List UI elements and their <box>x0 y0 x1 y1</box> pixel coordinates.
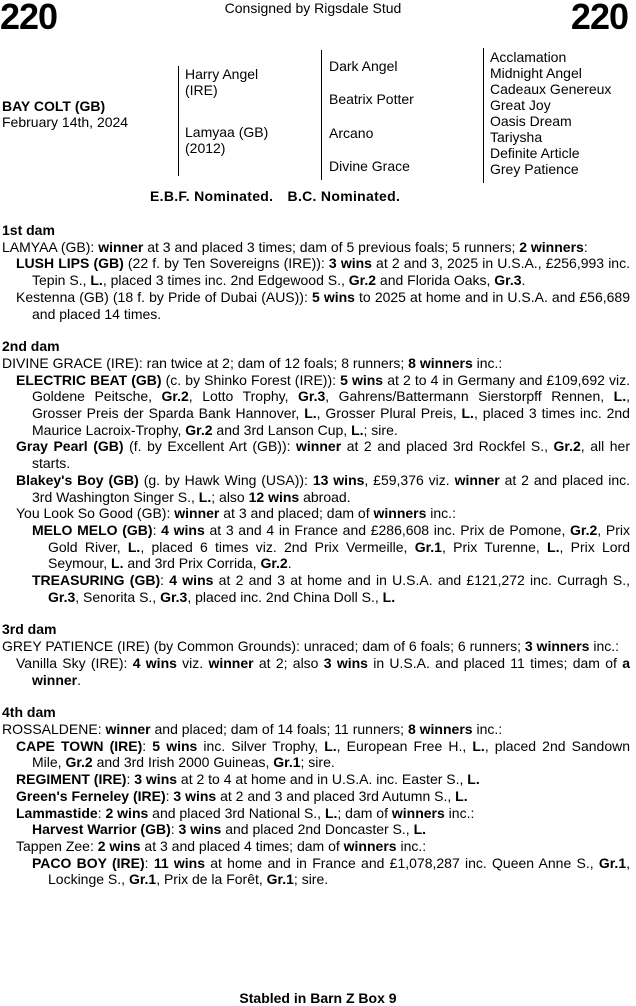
bold-text: Blakey's Boy (GB) <box>16 471 139 488</box>
bold-text: 4 wins <box>161 521 205 538</box>
text: abroad. <box>299 488 351 505</box>
consignor: Consigned by Rigsdale Stud <box>224 0 402 16</box>
bold-text: Gr.2 <box>185 421 213 438</box>
bold-text: 5 wins <box>311 288 355 305</box>
text: ; sire. <box>363 421 398 438</box>
text: and Florida Oaks, <box>376 272 495 289</box>
produce-record <box>2 438 630 471</box>
text: at 2 and placed 3rd Rockfel S., <box>341 438 554 455</box>
bold-text: L. <box>90 272 103 289</box>
bold-text: ELECTRIC BEAT (GB) <box>16 371 162 388</box>
text: at home and in France and £1,078,287 inc. Queen Anne S., <box>205 854 599 871</box>
text: at 3 and placed; dam of <box>219 505 374 522</box>
pedigree-gen3-2: Cadeaux Genereux <box>490 81 612 97</box>
text: and placed 2nd Doncaster S., <box>221 821 414 838</box>
bold-text: 3 winners <box>524 638 590 655</box>
pedigree-sire <box>185 66 258 98</box>
text: ; dam of <box>337 804 392 821</box>
bold-text: winner <box>98 238 144 255</box>
pedigree-gen2-0: Dark Angel <box>329 58 398 74</box>
bold-text: 4 wins <box>169 572 214 589</box>
text: and 3rd Irish 2000 Guineas, <box>92 754 274 771</box>
text: ; sire. <box>300 754 335 771</box>
bold-text: REGIMENT (IRE) <box>16 771 127 788</box>
lot-number-right: 220 <box>570 0 628 37</box>
text: Vanilla Sky (IRE): <box>16 654 133 671</box>
text: , Grosser Plural Preis, <box>316 405 462 422</box>
text: You Look So Good (GB): <box>16 505 175 522</box>
produce-record <box>2 239 630 256</box>
dam-section-header: 1st dam <box>2 222 55 238</box>
text: at 3 and placed 3 times; dam of 5 previous foals; 5 runners; <box>143 238 520 255</box>
pedigree-gen3 <box>490 49 611 177</box>
text: , Lotto Trophy, <box>188 388 299 405</box>
produce-record <box>2 788 630 805</box>
bold-text: L. <box>324 737 337 754</box>
bold-text: Gr.2 <box>161 388 189 405</box>
produce-record <box>2 505 630 522</box>
bold-text: Gr.2 <box>260 555 288 572</box>
produce-record <box>2 472 630 505</box>
text: viz. <box>176 654 209 671</box>
text: at 2 and 3 and placed 3rd Autumn S., <box>216 787 456 804</box>
bold-text: 2 wins <box>105 804 149 821</box>
bold-text: winner <box>208 654 254 671</box>
text: at 2; also <box>253 654 324 671</box>
bold-text: Gr.1 <box>266 871 294 888</box>
text: ; sire. <box>293 871 329 888</box>
bold-text: 3 wins <box>134 771 178 788</box>
bold-text: Gr.3 <box>48 588 76 605</box>
text: , Gahrens/Battermann Sierstorpff Rennen, <box>325 388 614 405</box>
produce-record <box>2 572 630 605</box>
text: . <box>521 272 526 289</box>
bold-text: PACO BOY (IRE) <box>32 854 145 871</box>
text: GREY PATIENCE (IRE) (by Common Grounds): unraced; dam of 6 foals; 6 runners; <box>2 638 525 655</box>
bold-text: winners <box>343 837 397 854</box>
produce-record <box>2 821 630 838</box>
bold-text: 11 wins <box>153 854 205 871</box>
text: : <box>144 854 154 871</box>
text: (22 f. by Ten Sovereigns (IRE)): <box>123 255 329 272</box>
dam-section <box>2 621 630 688</box>
text: : <box>97 804 106 821</box>
text: at 2 to 4 in Germany and £109,692 viz. Goldene Peitsche, <box>32 371 631 405</box>
produce-record <box>2 738 630 771</box>
text: : <box>142 737 153 754</box>
text: , Prix Gold River, <box>48 521 630 555</box>
text: : <box>160 572 170 589</box>
text: ; also <box>211 488 249 505</box>
bold-text: L. <box>455 787 468 804</box>
text: LAMYAA (GB): <box>2 238 99 255</box>
text: to 2025 at home and in U.S.A. and £56,689 and placed 14 times. <box>32 288 630 322</box>
pedigree-gen3-3: Great Joy <box>490 97 551 113</box>
text: and placed 3rd National S., <box>148 804 325 821</box>
dam-section <box>2 704 630 888</box>
text: , Senorita S., <box>75 588 161 605</box>
bold-text: L. <box>461 405 474 422</box>
text: , placed 2nd Sandown Mile, <box>32 737 631 771</box>
bold-text: Gr.1 <box>273 754 301 771</box>
text: inc.: <box>472 354 503 371</box>
bold-text: L. <box>413 821 427 838</box>
text: , Prix Lord Seymour, <box>48 538 631 572</box>
text: Kestenna (GB) (18 f. by Pride of Dubai (AUS)): <box>16 288 312 305</box>
bold-text: L. <box>467 771 480 788</box>
produce-record <box>2 721 630 738</box>
pedigree-gen2-3: Divine Grace <box>329 158 410 174</box>
text: at 2 and 3, 2025 in U.S.A., £256,993 inc. Tepin S., <box>32 255 630 289</box>
bc-nomination: B.C. Nominated. <box>287 188 401 204</box>
produce-record <box>2 655 630 688</box>
produce-record <box>2 638 630 655</box>
bold-text: Green's Ferneley (IRE) <box>16 787 166 804</box>
bold-text: 3 wins <box>323 654 368 671</box>
text: . <box>287 555 292 572</box>
text: (f. by Excellent Art (GB)): <box>123 438 297 455</box>
bold-text: Gr.3 <box>494 272 522 289</box>
text: and placed; dam of 14 foals; 11 runners; <box>150 720 408 737</box>
bold-text: 3 wins <box>178 821 222 838</box>
pedigree-line-3 <box>483 48 484 183</box>
bold-text: Gr.1 <box>414 538 442 555</box>
produce-record <box>2 838 630 855</box>
bold-text: TREASURING (GB) <box>32 572 161 589</box>
text: at 3 and placed 4 times; dam of <box>140 837 344 854</box>
produce-record <box>2 522 630 572</box>
text: , Prix de la Forêt, <box>156 871 267 888</box>
bold-text: winner <box>174 505 220 522</box>
produce-record <box>2 355 630 372</box>
text: , placed 3 times inc. 2nd Edgewood S., <box>102 272 349 289</box>
sire-name: Harry Angel <box>185 66 259 82</box>
text: : <box>165 787 174 804</box>
pedigree-gen3-5: Tariysha <box>490 129 543 145</box>
bold-text: L. <box>198 488 212 505</box>
dam-section-header: 3rd dam <box>2 621 57 638</box>
bold-text: winner <box>105 720 151 737</box>
text: , Grosser Preis der Sparda Bank Hannover, <box>32 388 630 422</box>
text: . <box>77 671 82 688</box>
text: , placed 3 times inc. 2nd Maurice Lacroix-Trophy, <box>32 405 630 438</box>
bold-text: L. <box>472 737 485 754</box>
bold-text: Gr.2 <box>65 754 93 771</box>
horse-foaled: February 14th, 2024 <box>2 114 129 130</box>
bold-text: L. <box>382 588 396 605</box>
produce-record <box>2 805 630 822</box>
pedigree-dam <box>185 124 268 156</box>
text: : <box>583 238 588 255</box>
pedigree-line-1 <box>178 66 179 176</box>
text: , Lockinge S., <box>48 854 630 888</box>
text: , European Free H., <box>336 737 473 754</box>
produce-record <box>2 372 630 439</box>
bold-text: winners <box>373 505 427 522</box>
bold-text: a winner <box>32 654 630 688</box>
text: , £59,376 viz. <box>364 471 455 488</box>
dam-section <box>2 338 630 605</box>
bold-text: L. <box>324 804 338 821</box>
dam-section-header: 2nd dam <box>2 338 60 355</box>
bold-text: winners <box>391 804 445 821</box>
bold-text: 12 wins <box>248 488 300 505</box>
text: inc.: <box>444 804 475 821</box>
bold-text: Gr.2 <box>553 438 581 455</box>
horse-details <box>2 98 128 130</box>
pedigree-gen3-1: Midnight Angel <box>490 65 582 81</box>
produce-record <box>2 771 630 788</box>
bold-text: 2 winners <box>519 238 584 255</box>
bold-text: L. <box>304 405 317 422</box>
text: inc. Silver Trophy, <box>197 737 325 754</box>
bold-text: 5 wins <box>340 371 384 388</box>
bold-text: Gray Pearl (GB) <box>16 438 124 455</box>
dam-section <box>2 222 630 322</box>
text: inc.: <box>589 638 620 655</box>
bold-text: LUSH LIPS (GB) <box>16 255 124 272</box>
bold-text: L. <box>351 421 364 438</box>
ebf-nomination: E.B.F. Nominated. <box>150 188 274 204</box>
text: , placed inc. 2nd China Doll S., <box>187 588 383 605</box>
horse-sex: BAY COLT (GB) <box>2 98 106 114</box>
text: and 3rd Lanson Cup, <box>212 421 352 438</box>
produce-record <box>2 255 630 288</box>
text: Tappen Zee: <box>16 837 98 854</box>
bold-text: L. <box>111 555 124 572</box>
text: , Prix Turenne, <box>441 538 548 555</box>
bold-text: Lammastide <box>16 804 98 821</box>
text: at 2 and 3 at home and in U.S.A. and £121,272 inc. Curragh S., <box>213 572 631 589</box>
bold-text: 13 wins <box>312 471 365 488</box>
bold-text: L. <box>547 538 560 555</box>
text: in U.S.A. and placed 11 times; dam of <box>367 654 623 671</box>
bold-text: 5 wins <box>152 737 198 754</box>
dam-name: Lamyaa (GB) <box>185 124 269 140</box>
text: (c. by Shinko Forest (IRE)): <box>161 371 341 388</box>
bold-text: 8 winners <box>407 720 473 737</box>
stabling-info: Stabled in Barn Z Box 9 <box>239 990 397 1006</box>
text: at 2 and placed inc. 3rd Washington Singer S., <box>32 471 630 505</box>
pedigree-gen3-7: Grey Patience <box>490 161 579 177</box>
bold-text: Gr.1 <box>128 871 157 888</box>
sire-country: (IRE) <box>185 82 218 98</box>
bold-text: MELO MELO (GB) <box>32 521 153 538</box>
text: at 3 and 4 in France and £286,608 inc. Prix de Pomone, <box>204 521 571 538</box>
text: (g. by Hawk Wing (USA)): <box>138 471 313 488</box>
bold-text: 4 wins <box>132 654 177 671</box>
text: : <box>126 771 135 788</box>
text: , all her starts. <box>32 438 630 472</box>
pedigree-gen3-4: Oasis Dream <box>490 113 572 129</box>
bold-text: Gr.2 <box>570 521 598 538</box>
dam-section-header: 4th dam <box>2 704 56 721</box>
dam-year: (2012) <box>185 140 226 156</box>
text: at 2 to 4 at home and in U.S.A. inc. Easter S., <box>177 771 468 788</box>
text: inc.: <box>472 720 503 737</box>
pedigree-gen3-0: Acclamation <box>490 49 567 65</box>
bold-text: Gr.2 <box>348 272 377 289</box>
bold-text: Gr.3 <box>298 388 326 405</box>
text: : <box>170 821 179 838</box>
text: DIVINE GRACE (IRE): ran twice at 2; dam of 12 foals; 8 runners; <box>2 354 409 371</box>
bold-text: winner <box>454 471 500 488</box>
bold-text: L. <box>127 538 141 555</box>
bold-text: 2 wins <box>97 837 141 854</box>
produce-record <box>2 289 630 322</box>
lot-number-left: 220 <box>0 0 58 37</box>
bold-text: CAPE TOWN (IRE) <box>16 737 143 754</box>
bold-text: L. <box>613 388 627 405</box>
text: and 3rd Prix Corrida, <box>123 555 261 572</box>
pedigree-gen2-1: Beatrix Potter <box>329 91 414 107</box>
text: ROSSALDENE: <box>2 720 106 737</box>
text: , placed 6 times viz. 2nd Prix Vermeille, <box>140 538 415 555</box>
text: : <box>152 521 162 538</box>
text: inc.: <box>396 837 427 854</box>
pedigree-line-2 <box>321 50 322 180</box>
bold-text: Harvest Warrior (GB) <box>32 821 171 838</box>
bold-text: 8 winners <box>408 354 473 371</box>
bold-text: Gr.1 <box>598 854 627 871</box>
bold-text: 3 wins <box>328 255 372 272</box>
produce-record <box>2 855 630 888</box>
pedigree-gen3-6: Definite Article <box>490 145 580 161</box>
bold-text: Gr.3 <box>160 588 188 605</box>
text: inc.: <box>426 505 456 522</box>
nominations <box>150 188 410 204</box>
dam-sections <box>2 222 630 904</box>
bold-text: 3 wins <box>173 787 217 804</box>
bold-text: winner <box>296 438 342 455</box>
pedigree-gen2-2: Arcano <box>329 125 374 141</box>
